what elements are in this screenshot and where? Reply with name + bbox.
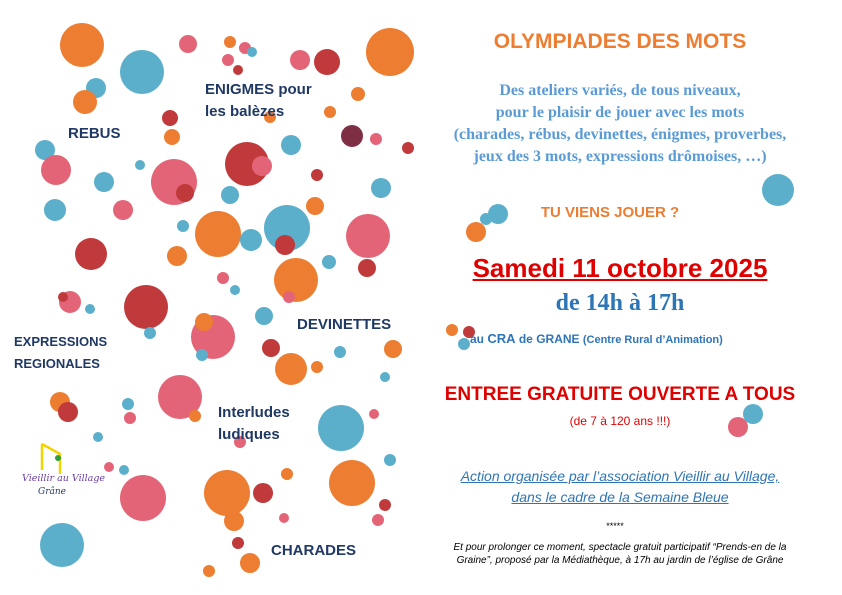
intro-line4: jeux des 3 mots, expressions drômoises, …) bbox=[473, 148, 767, 165]
decorative-dot bbox=[358, 259, 376, 277]
decorative-dot bbox=[370, 133, 382, 145]
decorative-dot bbox=[124, 412, 136, 424]
decorative-dot bbox=[311, 169, 323, 181]
decorative-dot bbox=[253, 483, 273, 503]
invite-text: TU VIENS JOUER ? bbox=[540, 204, 680, 221]
label-enigmes bbox=[205, 79, 312, 123]
venue-name: CRA bbox=[487, 331, 516, 346]
decorative-dot bbox=[281, 135, 301, 155]
decorative-dot bbox=[311, 361, 323, 373]
decorative-dot bbox=[135, 160, 145, 170]
decorative-dot bbox=[73, 90, 97, 114]
decorative-dot bbox=[195, 211, 241, 257]
organizer-line2: dans le cadre de la Semaine Bleue bbox=[511, 489, 729, 505]
decorative-dot bbox=[329, 460, 375, 506]
decorative-dot bbox=[124, 285, 168, 329]
label-expressions bbox=[14, 331, 107, 375]
footer-line2: Graine”, proposé par la Médiathèque, à 17h au jardin de l’église de Grâne bbox=[456, 555, 784, 566]
decorative-dot bbox=[41, 155, 71, 185]
label-interludes bbox=[218, 402, 290, 446]
decorative-dot bbox=[233, 65, 243, 75]
label-enigmes-line1: ENIGMES pour bbox=[205, 81, 312, 98]
decorative-dot bbox=[60, 23, 104, 67]
label-enigmes-line2: les balèzes bbox=[205, 103, 285, 120]
decorative-dot bbox=[120, 475, 166, 521]
decorative-dot bbox=[380, 372, 390, 382]
label-expressions-line1: EXPRESSIONS bbox=[14, 334, 108, 349]
decorative-dot bbox=[240, 229, 262, 251]
decorative-dot bbox=[58, 402, 78, 422]
decorative-dot bbox=[322, 255, 336, 269]
decorative-dot bbox=[40, 523, 84, 567]
decorative-dot bbox=[104, 462, 114, 472]
decorative-dot bbox=[274, 258, 318, 302]
decorative-dot bbox=[372, 514, 384, 526]
decorative-dot bbox=[379, 499, 391, 511]
venue-mid: de GRANE bbox=[515, 332, 583, 346]
decorative-dot bbox=[290, 50, 310, 70]
decorative-dot bbox=[466, 222, 486, 242]
decorative-dot bbox=[85, 304, 95, 314]
decorative-dot bbox=[75, 238, 107, 270]
decorative-dot bbox=[144, 327, 156, 339]
label-interludes-line2: ludiques bbox=[218, 426, 280, 443]
decorative-dot bbox=[324, 106, 336, 118]
logo-name: Vieillir au Village bbox=[22, 473, 106, 484]
decorative-dot bbox=[196, 349, 208, 361]
decorative-dot bbox=[275, 353, 307, 385]
decorative-dot bbox=[384, 454, 396, 466]
decorative-dot bbox=[224, 36, 236, 48]
label-interludes-line1: Interludes bbox=[218, 404, 290, 421]
decorative-dot bbox=[384, 340, 402, 358]
decorative-dot bbox=[203, 565, 215, 577]
decorative-dot bbox=[446, 324, 458, 336]
decorative-dot bbox=[458, 338, 470, 350]
decorative-dot bbox=[58, 292, 68, 302]
label-charades: CHARADES bbox=[271, 542, 357, 559]
decorative-dot bbox=[232, 537, 244, 549]
decorative-dot bbox=[366, 28, 414, 76]
decorative-dot bbox=[177, 220, 189, 232]
decorative-dot bbox=[252, 156, 272, 176]
event-venue bbox=[470, 331, 790, 346]
decorative-dot bbox=[119, 465, 129, 475]
decorative-dot bbox=[122, 398, 134, 410]
event-date bbox=[410, 253, 830, 284]
decorative-dot bbox=[164, 129, 180, 145]
decorative-dot bbox=[247, 47, 257, 57]
decorative-dot bbox=[167, 246, 187, 266]
venue-prefix: au bbox=[470, 332, 488, 346]
decorative-dot bbox=[346, 214, 390, 258]
decorative-dot bbox=[318, 405, 364, 451]
label-devinettes: DEVINETTES bbox=[297, 316, 392, 333]
decorative-dot bbox=[283, 291, 295, 303]
decorative-dot bbox=[217, 272, 229, 284]
decorative-dot bbox=[224, 511, 244, 531]
decorative-dot bbox=[306, 197, 324, 215]
intro-line3: (charades, rébus, devinettes, énigmes, proverbes, bbox=[453, 126, 787, 143]
decorative-dot bbox=[275, 235, 295, 255]
venue-detail: (Centre Rural d’Animation) bbox=[582, 334, 723, 346]
organizer-line1: Action organisée par l’association Vieillir au Village, bbox=[460, 468, 780, 484]
separator-stars: ***** bbox=[606, 521, 624, 531]
decorative-dot bbox=[255, 307, 273, 325]
decorative-dot bbox=[204, 470, 250, 516]
event-title: OLYMPIADES DES MOTS bbox=[493, 30, 747, 53]
decorative-dot bbox=[176, 184, 194, 202]
decorative-dot bbox=[314, 49, 340, 75]
event-time: de 14h à 17h bbox=[555, 290, 685, 316]
decorative-dot bbox=[44, 199, 66, 221]
decorative-dot bbox=[371, 178, 391, 198]
decorative-dot bbox=[240, 553, 260, 573]
decorative-dot bbox=[281, 468, 293, 480]
label-expressions-line2: REGIONALES bbox=[14, 356, 100, 371]
logo-place: Grâne bbox=[38, 487, 66, 497]
decorative-dot bbox=[93, 432, 103, 442]
decorative-dot bbox=[195, 313, 213, 331]
decorative-dot bbox=[179, 35, 197, 53]
footer-note bbox=[405, 541, 835, 567]
event-intro bbox=[410, 80, 830, 168]
decorative-dot bbox=[262, 339, 280, 357]
decorative-dot bbox=[341, 125, 363, 147]
decorative-dot bbox=[762, 174, 794, 206]
footer-line1: Et pour prolonger ce moment, spectacle gratuit participatif “Prends-en de la bbox=[453, 542, 787, 553]
decorative-dot bbox=[189, 410, 201, 422]
decorative-dot bbox=[334, 346, 346, 358]
decorative-dot bbox=[369, 409, 379, 419]
decorative-dot bbox=[351, 87, 365, 101]
intro-line2: pour le plaisir de jouer avec les mots bbox=[495, 104, 745, 121]
entry-text: ENTREE GRATUITE OUVERTE A TOUS bbox=[444, 384, 796, 405]
intro-line1: Des ateliers variés, de tous niveaux, bbox=[499, 82, 741, 99]
decorative-dot bbox=[162, 110, 178, 126]
organizer-text bbox=[410, 466, 830, 508]
decorative-dot bbox=[221, 186, 239, 204]
decorative-dot bbox=[120, 50, 164, 94]
decorative-dot bbox=[222, 54, 234, 66]
vieillir-au-village-logo bbox=[20, 440, 106, 498]
event-date-text: Samedi 11 octobre 2025 bbox=[472, 253, 768, 283]
decorative-dot bbox=[230, 285, 240, 295]
entry-ages: (de 7 à 120 ans !!!) bbox=[569, 414, 671, 428]
decorative-dot bbox=[279, 513, 289, 523]
decorative-dot bbox=[94, 172, 114, 192]
label-rebus: REBUS bbox=[68, 125, 121, 142]
decorative-dot bbox=[113, 200, 133, 220]
